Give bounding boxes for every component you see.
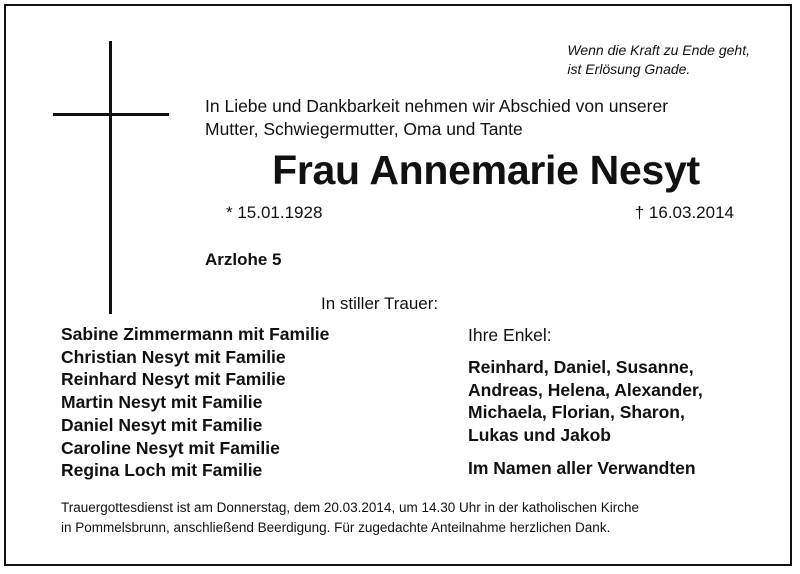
grandchildren-line: Reinhard, Daniel, Susanne, [468,357,694,377]
intro-line: Mutter, Schwiegermutter, Oma und Tante [205,119,523,139]
grandchildren-list [468,356,703,446]
family-member: Regina Loch mit Familie [61,460,263,481]
cross-icon [109,41,112,314]
intro-line: In Liebe und Dankbarkeit nehmen wir Abschied von unserer [205,96,669,116]
grandchildren-line: Michaela, Florian, Sharon, [468,402,685,422]
family-member: Reinhard Nesyt mit Familie [61,369,286,390]
service-line: in Pommelsbrunn, anschließend Beerdigung. Für zugedachte Anteilnahme herzlichen Dank. [61,520,611,535]
family-list [61,323,329,482]
birth-date: * 15.01.1928 [226,203,323,222]
death-date: † 16.03.2014 [634,203,734,222]
service-line: Trauergottesdienst ist am Donnerstag, dem 20.03.2014, um 14.30 Uhr in der katholischen Kirche [61,500,640,515]
address: Arzlohe 5 [205,250,282,269]
family-member: Martin Nesyt mit Familie [61,392,263,413]
grandchildren-heading: Ihre Enkel: [468,325,552,345]
motto-line: ist Erlösung Gnade. [567,61,691,77]
grandchildren-line: Lukas und Jakob [468,424,611,445]
grandchildren-line: Andreas, Helena, Alexander, [468,379,703,400]
family-member: Caroline Nesyt mit Familie [61,437,280,458]
deceased-name: Frau Annemarie Nesyt [272,147,700,193]
intro-text [205,95,765,141]
motto-line: Wenn die Kraft zu Ende geht, [567,42,750,58]
motto [567,41,750,79]
cross-icon-bar [53,113,169,116]
relatives-signature: Im Namen aller Verwandten [468,458,696,478]
family-member: Christian Nesyt mit Familie [61,346,286,367]
family-member: Sabine Zimmermann mit Familie [61,324,330,344]
service-info [61,498,771,538]
obituary-notice [4,4,792,566]
mourning-heading: In stiller Trauer: [321,294,439,313]
family-member: Daniel Nesyt mit Familie [61,414,263,435]
